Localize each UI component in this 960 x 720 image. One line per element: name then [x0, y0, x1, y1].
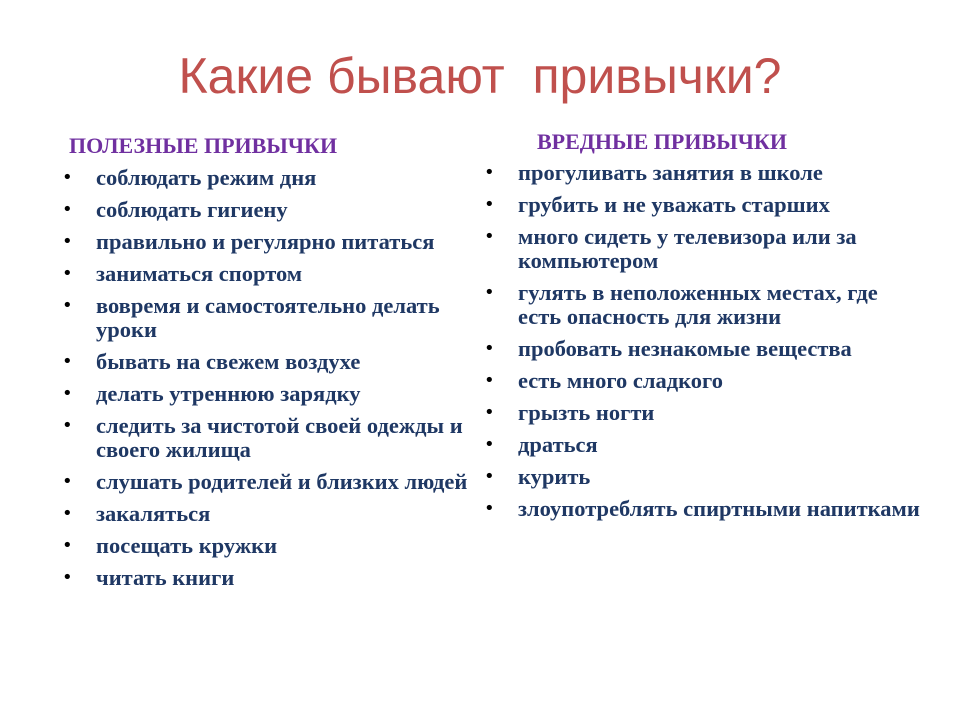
bullet-icon: • — [484, 194, 495, 215]
bullet-icon: • — [484, 162, 495, 183]
list-item — [62, 470, 472, 494]
harmful-habits-heading: ВРЕДНЫЕ ПРИВЫЧКИ — [537, 129, 787, 154]
list-item-text: соблюдать режим дня — [96, 165, 317, 190]
list-item — [62, 414, 472, 462]
list-item-text: вовремя и самостоятельно делать уроки — [96, 293, 440, 342]
bullet-icon: • — [62, 535, 73, 556]
list-item-text: правильно и регулярно питаться — [96, 229, 435, 254]
useful-habits-list — [62, 166, 472, 590]
bullet-icon: • — [484, 402, 495, 423]
list-item-text: злоупотреблять спиртными напитками — [518, 496, 920, 521]
list-item-text: соблюдать гигиену — [96, 197, 288, 222]
list-item — [62, 166, 472, 190]
bullet-icon: • — [484, 226, 495, 247]
list-item — [62, 294, 472, 342]
list-item-text: заниматься спортом — [96, 261, 303, 286]
list-item — [484, 193, 924, 217]
bullet-icon: • — [62, 351, 73, 372]
bullet-icon: • — [62, 263, 73, 284]
slide-title: Какие бывают привычки? — [178, 48, 782, 104]
bullet-icon: • — [62, 199, 73, 220]
list-item — [484, 281, 924, 329]
list-item-text: пробовать незнакомые вещества — [518, 336, 852, 361]
list-item-text: прогуливать занятия в школе — [518, 160, 823, 185]
list-item — [484, 337, 924, 361]
bullet-icon: • — [484, 498, 495, 519]
bullet-icon: • — [484, 434, 495, 455]
list-item-text: гулять в неположенных местах, где есть опасность для жизни — [518, 280, 878, 329]
list-item — [62, 350, 472, 374]
list-item-text: читать книги — [96, 565, 235, 590]
bullet-icon: • — [62, 167, 73, 188]
list-item — [62, 198, 472, 222]
bullet-icon: • — [62, 567, 73, 588]
harmful-habits-column — [484, 128, 924, 529]
bullet-icon: • — [484, 466, 495, 487]
bullet-icon: • — [484, 282, 495, 303]
list-item — [62, 566, 472, 590]
list-item — [62, 262, 472, 286]
list-item — [484, 225, 924, 273]
list-item-text: слушать родителей и близких людей — [96, 469, 468, 494]
bullet-icon: • — [62, 231, 73, 252]
bullet-icon: • — [484, 370, 495, 391]
list-item-text: грубить и не уважать старших — [518, 192, 830, 217]
list-item-text: драться — [518, 432, 598, 457]
list-item — [484, 497, 924, 521]
list-item-text: есть много сладкого — [518, 368, 723, 393]
list-item — [62, 230, 472, 254]
bullet-icon: • — [62, 471, 73, 492]
useful-habits-heading: ПОЛЕЗНЫЕ ПРИВЫЧКИ — [69, 133, 338, 158]
bullet-icon: • — [62, 383, 73, 404]
list-item — [62, 534, 472, 558]
list-item — [484, 401, 924, 425]
list-item — [62, 502, 472, 526]
list-item-text: много сидеть у телевизора или за компьютером — [518, 224, 857, 273]
list-item — [484, 465, 924, 489]
list-item — [62, 382, 472, 406]
list-item — [484, 161, 924, 185]
list-item — [484, 433, 924, 457]
list-item-text: грызть ногти — [518, 400, 655, 425]
bullet-icon: • — [62, 295, 73, 316]
list-item-text: курить — [518, 464, 591, 489]
bullet-icon: • — [62, 503, 73, 524]
list-item-text: следить за чистотой своей одежды и своего жилища — [96, 413, 463, 462]
list-item-text: закаляться — [96, 501, 211, 526]
list-item-text: бывать на свежем воздухе — [96, 349, 361, 374]
list-item-text: посещать кружки — [96, 533, 278, 558]
bullet-icon: • — [62, 415, 73, 436]
harmful-habits-list — [484, 161, 924, 521]
useful-habits-column — [62, 132, 472, 598]
list-item-text: делать утреннюю зарядку — [96, 381, 361, 406]
list-item — [484, 369, 924, 393]
bullet-icon: • — [484, 338, 495, 359]
